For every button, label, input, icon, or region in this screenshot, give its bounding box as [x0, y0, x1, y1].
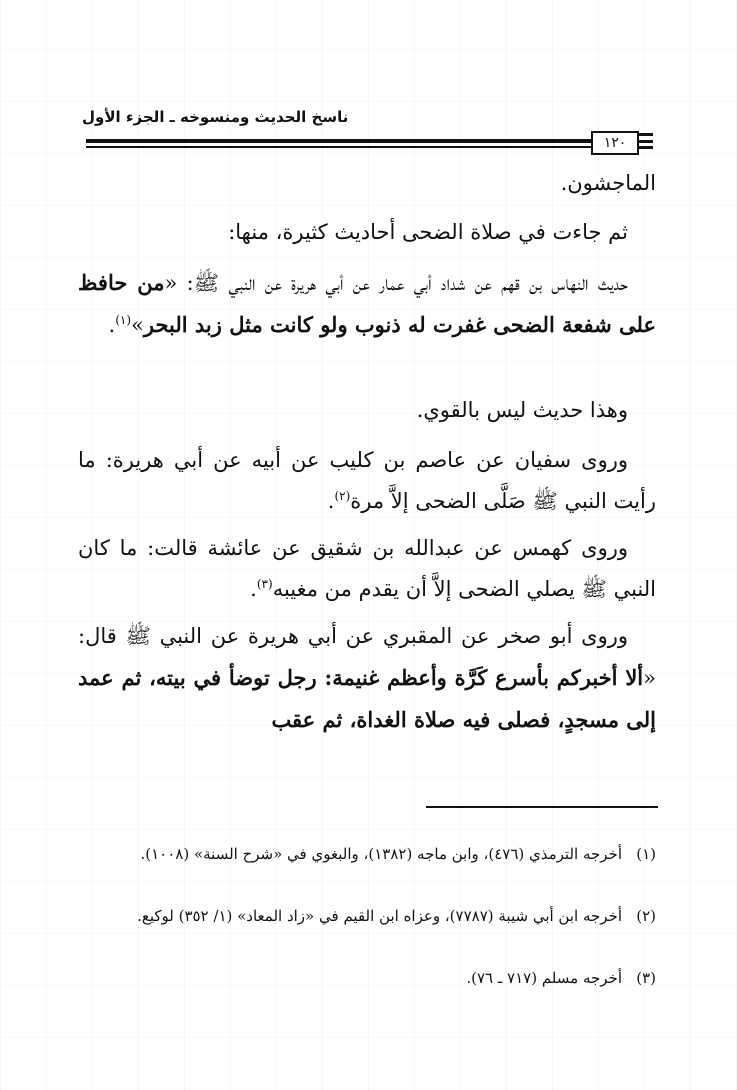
paragraph-7 — [78, 616, 656, 741]
paragraph-6 — [78, 528, 656, 610]
footnote-3 — [78, 964, 656, 993]
hadith-quote-1: من حافظ على شفعة الضحى غفرت له ذنوب ولو كانت مثل زبد البحر — [78, 270, 656, 337]
footnote-2-text: أخرجه ابن أبي شيبة (٧٧٨٧)، وعزاه ابن القيم في «زاد المعاد» (١/ ٣٥٢) لوكيع. — [137, 907, 622, 925]
paragraph-5-end: . — [327, 489, 335, 513]
paragraph-3-end: . — [108, 313, 116, 337]
paragraph-3 — [78, 262, 656, 346]
paragraph-2 — [78, 212, 656, 253]
paragraph-4 — [78, 390, 656, 431]
paragraph-1-text: الماجشون. — [560, 171, 656, 195]
header-dash-mark — [639, 133, 653, 136]
footnote-1 — [78, 840, 656, 869]
paragraph-5 — [78, 440, 656, 522]
paragraph-1 — [78, 163, 656, 204]
paragraph-7-intro: وروى أبو صخر عن المقبري عن أبي هريرة عن النبي ﷺ قال: « — [78, 624, 656, 690]
footnote-3-text: أخرجه مسلم (٧١٧ ـ ٧٦). — [466, 969, 622, 987]
paragraph-2-text: ثم جاءت في صلاة الضحى أحاديث كثيرة، منها: — [228, 220, 628, 244]
footnote-1-number: (١) — [636, 845, 656, 863]
footnote-ref-2[interactable]: (٢) — [334, 489, 351, 503]
paragraph-5-text: وروى سفيان عن عاصم بن كليب عن أبيه عن أبي هريرة: ما رأيت النبي ﷺ صَلَّى الضحى إلاَّ مرة — [78, 448, 656, 513]
paragraph-6-text: وروى كهمس عن عبدالله بن شقيق عن عائشة قالت: ما كان النبي ﷺ يصلي الضحى إلاَّ أن يقدم من مغيبه — [78, 536, 656, 601]
footnote-2 — [78, 902, 656, 931]
hadith-quote-2: ألا أخبركم بأسرع كَرَّة وأعظم غنيمة: رجل توضأ في بيته، ثم عمد إلى مسجدٍ، فصلى فيه صلاة الغداة، ثم عقب — [78, 665, 656, 732]
footnote-ref-1[interactable]: (١) — [115, 313, 132, 327]
running-title: ناسخ الحديث ومنسوخه ـ الجزء الأول — [82, 108, 349, 126]
footnote-3-number: (٣) — [636, 969, 656, 987]
header-rule-thin — [86, 146, 591, 148]
footnote-ref-3[interactable]: (٣) — [256, 577, 273, 591]
paragraph-3-close: » — [131, 313, 144, 337]
footnote-2-number: (٢) — [636, 907, 656, 925]
paragraph-3-intro: حديث النهاس بن قهم عن شداد أبي عمار عن أبي هريرة عن النبي ﷺ: « — [164, 271, 628, 295]
footnote-separator — [426, 806, 658, 808]
footnote-1-text: أخرجه الترمذي (٤٧٦)، وابن ماجه (١٣٨٢)، والبغوي في «شرح السنة» (١٠٠٨). — [140, 845, 622, 863]
paragraph-4-text: وهذا حديث ليس بالقوي. — [416, 398, 628, 422]
header-rule-thick — [86, 139, 591, 143]
page-number: ١٢٠ — [591, 131, 639, 155]
paragraph-6-end: . — [250, 577, 257, 601]
